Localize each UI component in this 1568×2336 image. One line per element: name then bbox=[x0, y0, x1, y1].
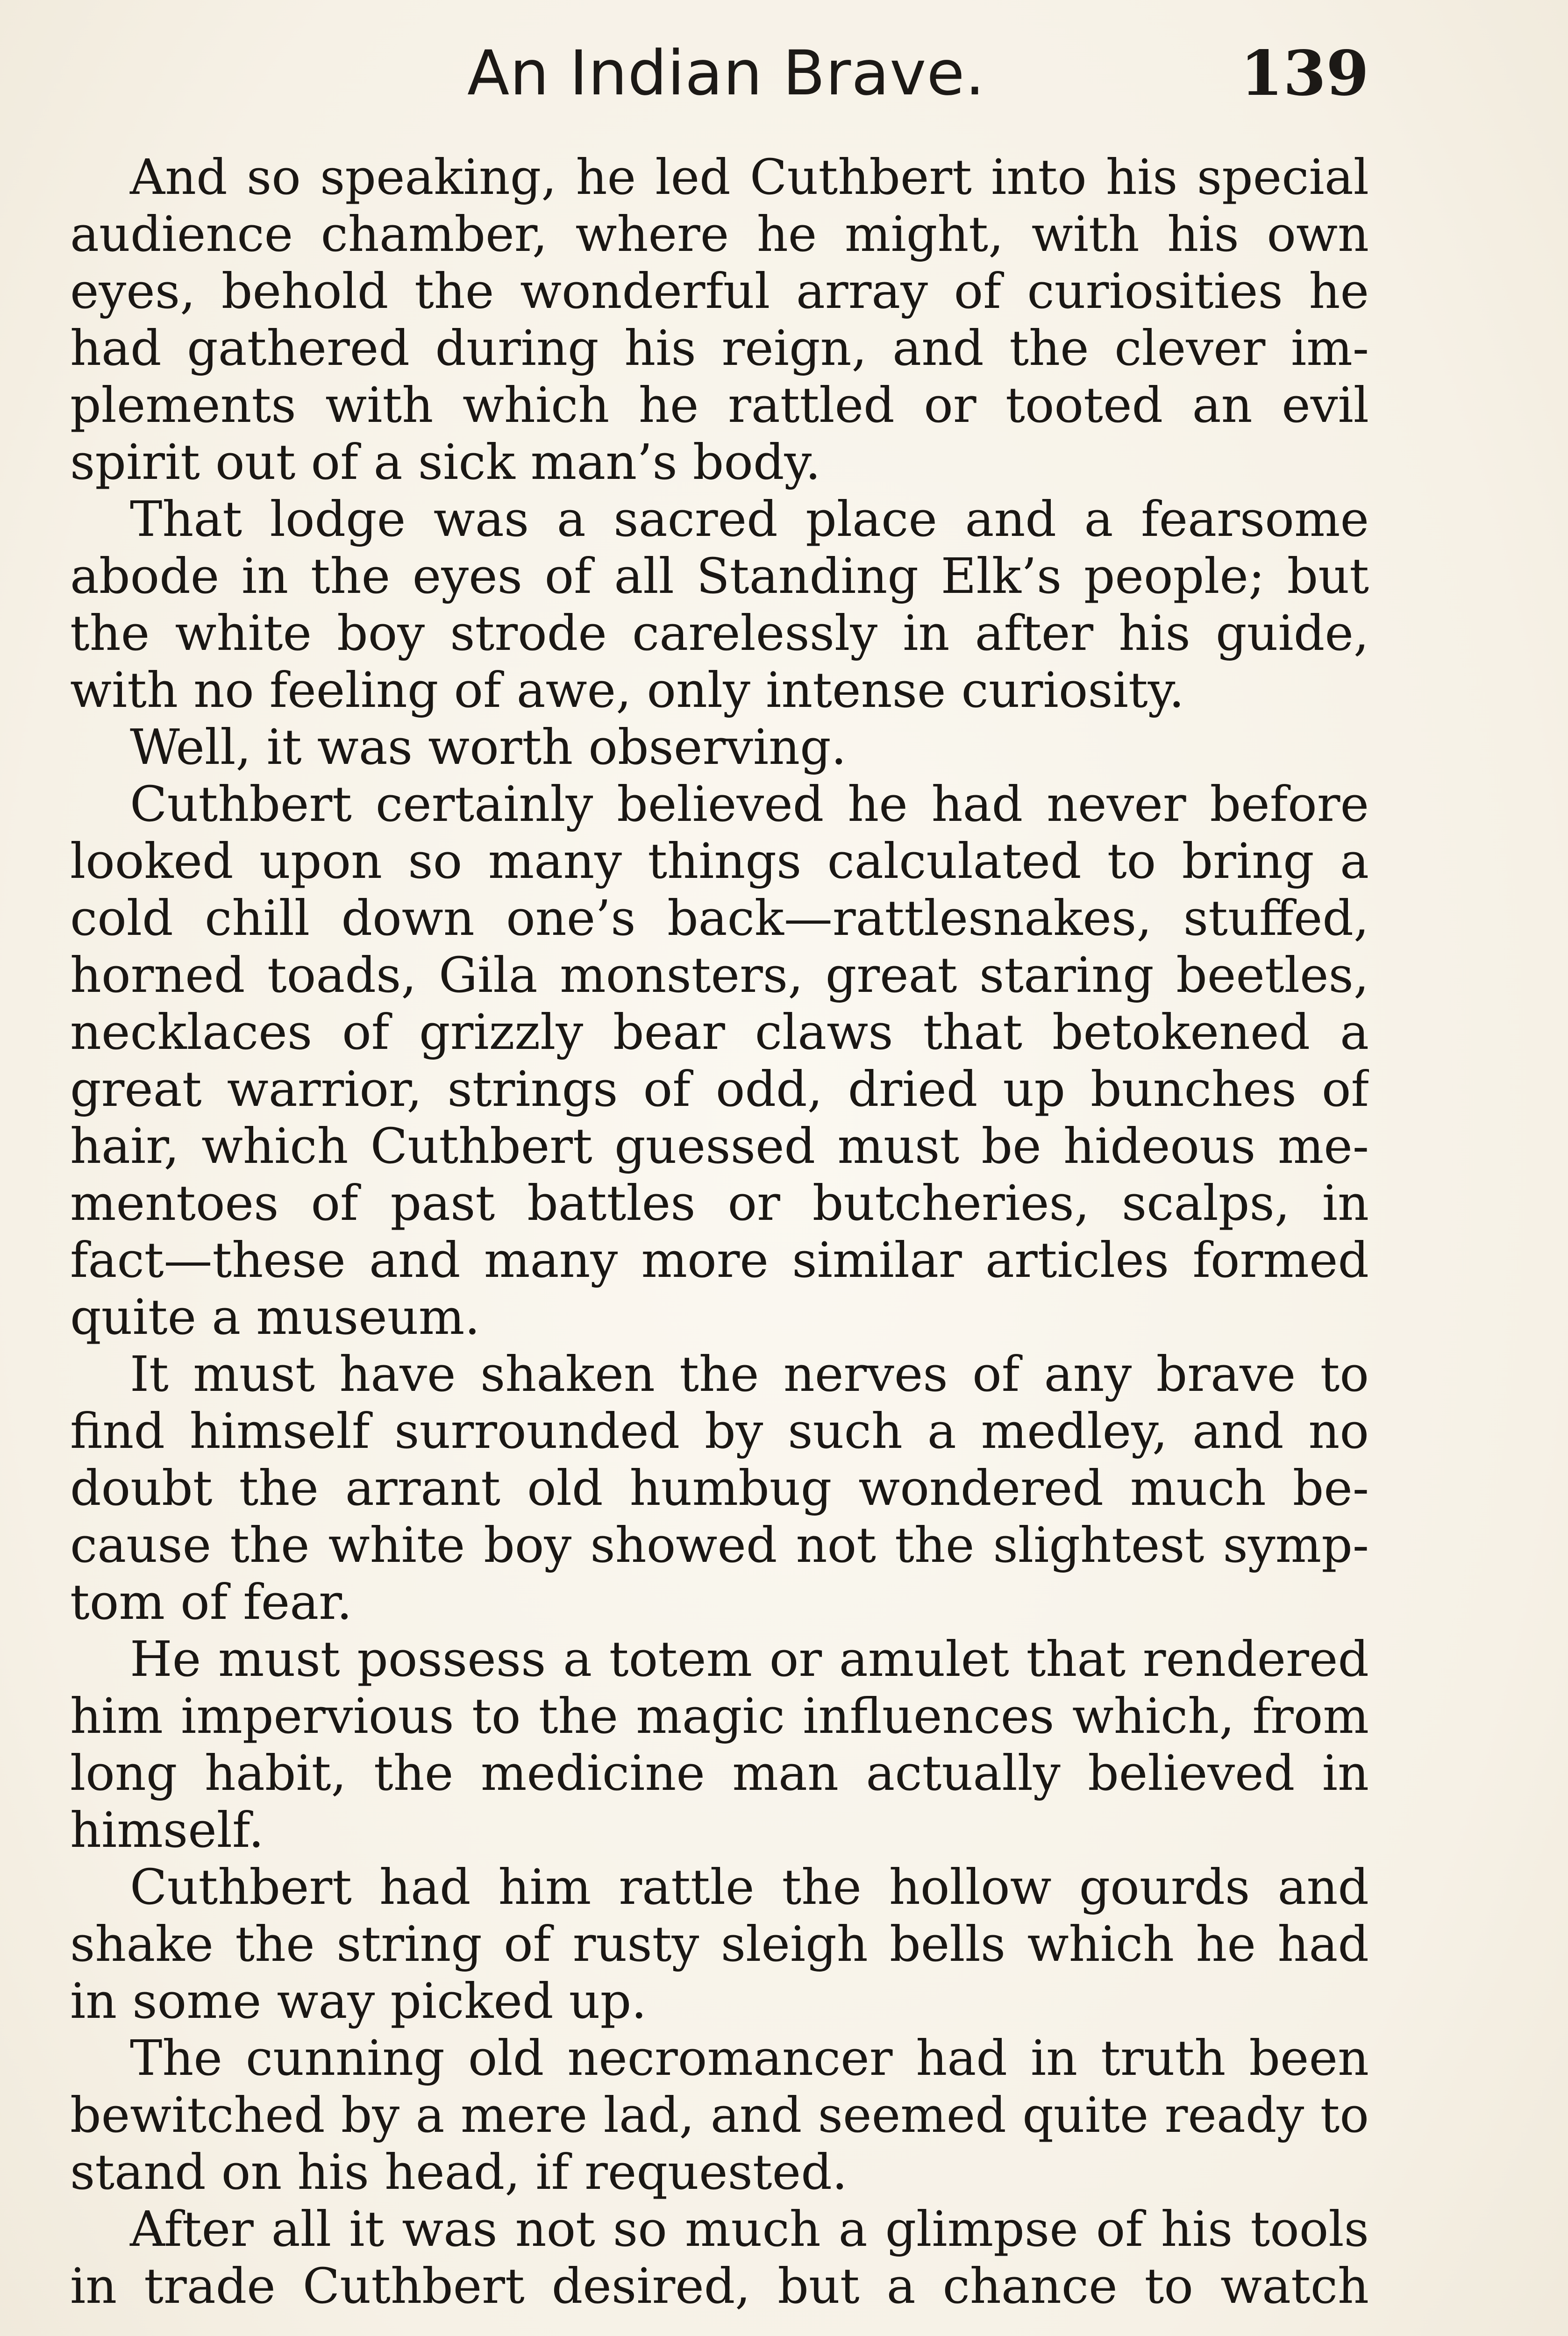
text-line: in some way picked up. bbox=[70, 1973, 647, 2030]
text-line: had gathered during his reign, and the clever im- bbox=[70, 320, 1369, 377]
text-line: He must possess a totem or amulet that rendered bbox=[130, 1631, 1369, 1688]
text-line: cause the white boy showed not the slightest symp- bbox=[70, 1517, 1369, 1574]
text-line: mentoes of past battles or butcheries, scalps, in bbox=[70, 1175, 1369, 1232]
text-line: himself. bbox=[70, 1802, 264, 1859]
text-line: Cuthbert certainly believed he had never before bbox=[130, 776, 1369, 833]
text-line: fact—these and many more similar articles formed bbox=[70, 1232, 1369, 1289]
text-line: After all it was not so much a glimpse of his tools bbox=[130, 2201, 1369, 2258]
text-line: shake the string of rusty sleigh bells which he had bbox=[70, 1916, 1369, 1973]
text-line: quite a museum. bbox=[70, 1289, 480, 1346]
text-line: cold chill down one’s back—rattlesnakes, stuffed, bbox=[70, 890, 1369, 947]
text-line: hair, which Cuthbert guessed must be hideous me- bbox=[70, 1118, 1369, 1175]
text-line: tom of fear. bbox=[70, 1574, 352, 1631]
text-line: necklaces of grizzly bear claws that betokened a bbox=[70, 1004, 1369, 1061]
text-line: abode in the eyes of all Standing Elk’s people; but bbox=[70, 548, 1369, 605]
text-line: horned toads, Gila monsters, great staring beetles, bbox=[70, 947, 1369, 1004]
paragraph bbox=[70, 719, 1369, 776]
text-line: looked upon so many things calculated to bring a bbox=[70, 833, 1369, 890]
text-line: bewitched by a mere lad, and seemed quite ready to bbox=[70, 2087, 1369, 2144]
text-line: the white boy strode carelessly in after his guide, bbox=[70, 605, 1369, 662]
paragraph bbox=[70, 149, 1369, 491]
text-line: And so speaking, he led Cuthbert into his special bbox=[130, 149, 1369, 206]
text-line: That lodge was a sacred place and a fearsome bbox=[130, 491, 1369, 548]
text-line: It must have shaken the nerves of any brave to bbox=[130, 1346, 1369, 1403]
text-line: in trade Cuthbert desired, but a chance to watch bbox=[70, 2258, 1369, 2315]
paragraph bbox=[70, 1346, 1369, 1631]
text-line: audience chamber, where he might, with his own bbox=[70, 206, 1369, 263]
text-line: doubt the arrant old humbug wondered much be- bbox=[70, 1460, 1369, 1517]
paragraph bbox=[70, 776, 1369, 1346]
text-line: eyes, behold the wonderful array of curiosities he bbox=[70, 263, 1369, 320]
text-line: him impervious to the magic influences which, from bbox=[70, 1688, 1369, 1745]
text-line: plements with which he rattled or tooted an evil bbox=[70, 377, 1369, 434]
text-line: spirit out of a sick man’s body. bbox=[70, 434, 821, 491]
text-line: great warrior, strings of odd, dried up bunches of bbox=[70, 1061, 1369, 1118]
paragraph bbox=[70, 1631, 1369, 1859]
text-line: Cuthbert had him rattle the hollow gourds and bbox=[130, 1859, 1369, 1916]
text-line: find himself surrounded by such a medley, and no bbox=[70, 1403, 1369, 1460]
text-line: Well, it was worth observing. bbox=[130, 719, 847, 776]
paragraph bbox=[70, 1859, 1369, 2030]
body-text bbox=[70, 149, 1369, 2315]
paragraph bbox=[70, 2201, 1369, 2315]
text-line: stand on his head, if requested. bbox=[70, 2144, 848, 2201]
paragraph bbox=[70, 2030, 1369, 2201]
page-header bbox=[70, 37, 1369, 131]
text-line: long habit, the medicine man actually believed in bbox=[70, 1745, 1369, 1802]
text-line: The cunning old necromancer had in truth been bbox=[130, 2030, 1369, 2087]
paragraph bbox=[70, 491, 1369, 719]
text-line: with no feeling of awe, only intense curiosity. bbox=[70, 662, 1184, 719]
running-title: An Indian Brave. bbox=[467, 37, 985, 109]
page-number: 139 bbox=[1240, 37, 1369, 110]
